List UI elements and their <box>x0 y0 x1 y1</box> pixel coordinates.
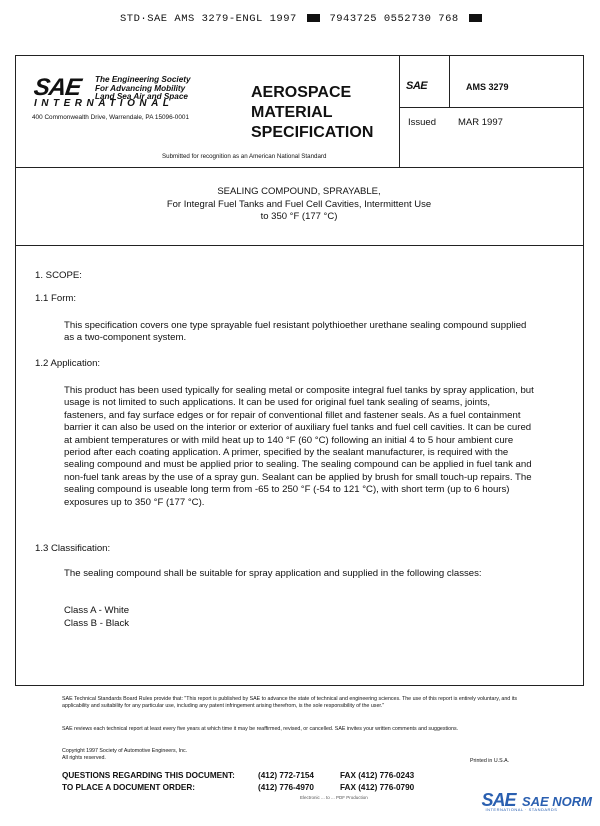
form-paragraph: This specification covers one type sprayable fuel resistant polythioether urethane sealing compound supplied as a two-component system. <box>64 320 527 344</box>
order-fax: FAX (412) 776-0790 <box>340 783 415 792</box>
review-note: SAE reviews each technical report at least every five years at which time it may be reaffirmed, revised, or cancelled. SAE invites your written comments and suggestions. <box>62 726 459 732</box>
header-divider <box>15 167 583 168</box>
issued-label: Issued <box>408 117 436 128</box>
production-note: Electronic ... to ... PDF Production <box>300 795 368 800</box>
questions-fax: FAX (412) 776-0243 <box>340 771 415 780</box>
classification-heading: 1.3 Classification: <box>35 543 111 554</box>
title-divider <box>399 55 400 167</box>
society-line: Land Sea Air and Space <box>95 92 188 102</box>
ams-number: AMS 3279 <box>466 82 509 92</box>
doc-code-mid: 7943725 0552730 768 <box>329 13 459 25</box>
title-line: AEROSPACE <box>251 84 352 101</box>
order-label: TO PLACE A DOCUMENT ORDER: <box>62 783 195 792</box>
sae-box-divider <box>449 55 450 108</box>
classification-paragraph: The sealing compound shall be suitable for spray application and supplied in the following classes: <box>64 568 482 579</box>
barcode-block <box>307 14 320 22</box>
subject-line: SEALING COMPOUND, SPRAYABLE, <box>217 186 381 197</box>
international-label: INTERNATIONAL <box>34 98 174 109</box>
class-b: Class B - Black <box>64 618 130 629</box>
sae-mark: SAE <box>406 80 428 92</box>
sae-logo: SAE <box>32 74 83 101</box>
application-heading: 1.2 Application: <box>35 358 101 369</box>
barcode-block <box>469 14 482 22</box>
title-line: SPECIFICATION <box>251 124 374 141</box>
copyright: Copyright 1997 Society of Automotive Engineers, Inc. <box>62 748 188 754</box>
subject-line: For Integral Fuel Tanks and Fuel Cell Cavities, Intermittent Use <box>166 198 432 210</box>
document-title <box>251 83 373 143</box>
address: 400 Commonwealth Drive, Warrendale, PA 15096-0001 <box>32 114 190 121</box>
order-phone: (412) 776-4970 <box>258 783 314 792</box>
number-divider <box>399 107 583 108</box>
watermark-sub: INTERNATIONAL · STANDARDS <box>485 807 558 812</box>
spec-frame <box>15 55 584 686</box>
questions-label: QUESTIONS REGARDING THIS DOCUMENT: <box>62 771 235 780</box>
class-a: Class A - White <box>64 605 130 616</box>
sae-norm-watermark <box>481 790 592 811</box>
watermark-text: SAE NORM <box>521 794 592 809</box>
title-line: MATERIAL <box>251 104 333 121</box>
document-code <box>120 13 485 25</box>
tsb-rules-note: SAE Technical Standards Board Rules provide that: "This report is published by SAE to advance the state of technical and engineering sciences. The use of this report is entirely voluntary, and its applicability and suitability for any particular use, including any patent infringement arising therefrom, is the sole responsibility of the user." <box>62 696 518 709</box>
watermark-logo: SAE <box>481 790 516 810</box>
subject-title <box>16 186 582 224</box>
issued-date: MAR 1997 <box>458 117 503 128</box>
society-line: For Advancing Mobility <box>95 83 186 93</box>
society-line: The Engineering Society <box>95 75 191 84</box>
scope-heading: 1. SCOPE: <box>35 270 82 281</box>
questions-phone: (412) 772-7154 <box>258 771 314 780</box>
application-paragraph: This product has been used typically for sealing metal or composite integral fuel tanks by spray application, but usage is not limited to such applications. It can be used for original fuel tank sealing of seams, joints, fasteners, and fay surface edges or for repair of conventional fillet and fastener seals. As a fuel containment barrier it can also be used on the interior or exterior of auxiliary fuel tanks and fuel cell cavities. It can be cured at ambient temperatures or with mild heat up to 140 °F (60 °C) following an initial 4 to 5 hour ambient cure period after each coating application. A primer, specified by the sealant manufacturer, is required with the sealing compound and must be applied prior to sealing. The sealing compound can be applied in fuel tank and non-fuel tank areas by the use of a spray gun. Sealant can be applied by brush for small touch-up repairs. The sealing compound is useable long term from -65 to 250 °F (-54 to 121 °C), with short term (up to 6 hours) exposures up to 350 °F (177 °C). <box>64 385 534 508</box>
form-heading: 1.1 Form: <box>35 293 77 304</box>
rights: All rights reserved. <box>62 755 106 761</box>
submitted-note: Submitted for recognition as an American National Standard <box>162 153 327 160</box>
subject-line: to 350 °F (177 °C) <box>260 211 338 222</box>
doc-code-left: STD·SAE AMS 3279-ENGL 1997 <box>120 13 297 25</box>
subject-divider <box>15 245 583 246</box>
printed-in: Printed in U.S.A. <box>470 758 510 764</box>
